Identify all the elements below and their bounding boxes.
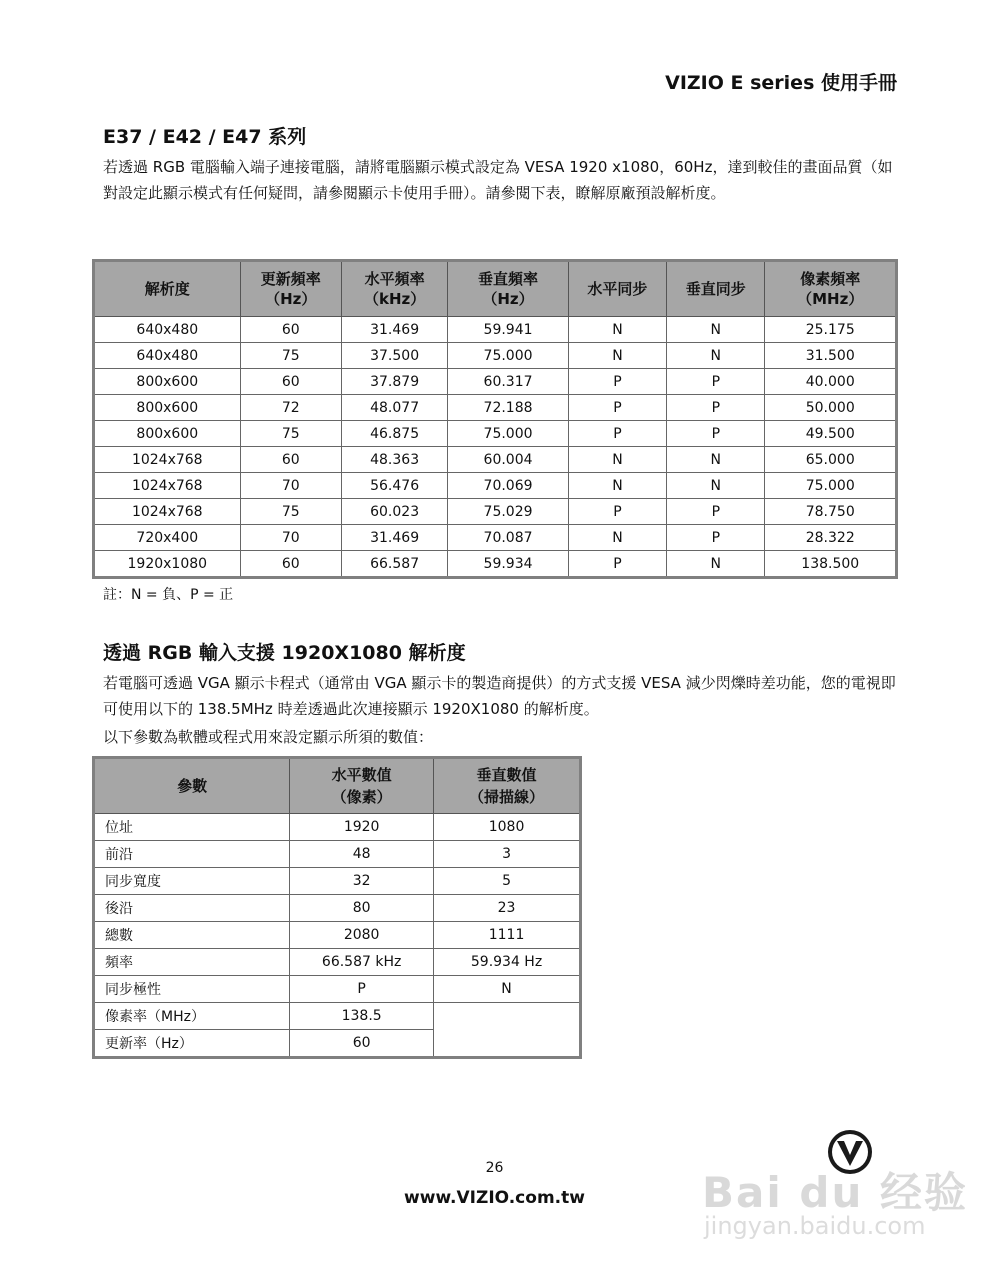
cell: 78.750 bbox=[765, 499, 897, 525]
cell: 75 bbox=[240, 499, 341, 525]
cell: 59.934 Hz bbox=[434, 949, 581, 976]
cell: 5 bbox=[434, 868, 581, 895]
parameters-table-header bbox=[94, 758, 581, 814]
cell: 75.000 bbox=[765, 473, 897, 499]
resolution-table-header bbox=[94, 261, 897, 317]
cell: N bbox=[667, 551, 765, 578]
cell: 75.000 bbox=[448, 343, 568, 369]
cell: 65.000 bbox=[765, 447, 897, 473]
cell: 23 bbox=[434, 895, 581, 922]
cell: 800x600 bbox=[94, 395, 241, 421]
cell: 75.029 bbox=[448, 499, 568, 525]
header-cell bbox=[341, 261, 447, 317]
cell: 49.500 bbox=[765, 421, 897, 447]
cell: 70.087 bbox=[448, 525, 568, 551]
cell: N bbox=[568, 317, 666, 343]
cell: 720x400 bbox=[94, 525, 241, 551]
cell: P bbox=[667, 421, 765, 447]
cell: 48.363 bbox=[341, 447, 447, 473]
cell: 72 bbox=[240, 395, 341, 421]
cell: 31.469 bbox=[341, 525, 447, 551]
cell: 72.188 bbox=[448, 395, 568, 421]
header-cell bbox=[240, 261, 341, 317]
cell: 50.000 bbox=[765, 395, 897, 421]
header-line: 垂直數值 bbox=[476, 766, 537, 784]
baidu-watermark-url: jingyan.baidu.com bbox=[704, 1212, 926, 1240]
header-cell bbox=[434, 758, 581, 814]
parameter-name: 前沿 bbox=[94, 841, 290, 868]
cell: 60 bbox=[240, 447, 341, 473]
cell: 48.077 bbox=[341, 395, 447, 421]
header-line: 更新頻率 bbox=[260, 270, 321, 288]
table-row bbox=[94, 814, 581, 841]
resolution-table bbox=[92, 259, 898, 579]
cell: 66.587 bbox=[341, 551, 447, 578]
header-line: 像素頻率 bbox=[800, 270, 861, 288]
cell: N bbox=[667, 473, 765, 499]
cell: 1024x768 bbox=[94, 473, 241, 499]
cell: 800x600 bbox=[94, 421, 241, 447]
cell: 1111 bbox=[434, 922, 581, 949]
table-row bbox=[94, 868, 581, 895]
header-cell: 參數 bbox=[94, 758, 290, 814]
cell: 70 bbox=[240, 525, 341, 551]
table-row bbox=[94, 525, 897, 551]
header-unit: （kHz） bbox=[363, 290, 426, 308]
cell: 59.941 bbox=[448, 317, 568, 343]
baidu-watermark: Bai du 经验 bbox=[702, 1168, 968, 1217]
cell: 80 bbox=[290, 895, 434, 922]
cell: N bbox=[434, 976, 581, 1003]
cell: P bbox=[568, 395, 666, 421]
table-row bbox=[94, 841, 581, 868]
cell: 1920 bbox=[290, 814, 434, 841]
cell: 31.469 bbox=[341, 317, 447, 343]
cell: 75 bbox=[240, 343, 341, 369]
cell: 60.317 bbox=[448, 369, 568, 395]
header-unit: （Hz） bbox=[482, 290, 534, 308]
cell: P bbox=[568, 499, 666, 525]
table-row bbox=[94, 499, 897, 525]
parameter-name: 頻率 bbox=[94, 949, 290, 976]
cell: 640x480 bbox=[94, 343, 241, 369]
cell: 28.322 bbox=[765, 525, 897, 551]
cell: N bbox=[667, 317, 765, 343]
cell: 25.175 bbox=[765, 317, 897, 343]
cell: 75 bbox=[240, 421, 341, 447]
cell: 1024x768 bbox=[94, 447, 241, 473]
cell: 40.000 bbox=[765, 369, 897, 395]
cell: 46.875 bbox=[341, 421, 447, 447]
parameter-name: 更新率（Hz） bbox=[94, 1030, 290, 1058]
cell: 800x600 bbox=[94, 369, 241, 395]
parameter-name: 同步寬度 bbox=[94, 868, 290, 895]
polarity-note: 註：N = 負、P = 正 bbox=[103, 587, 234, 603]
cell: N bbox=[667, 447, 765, 473]
cell: P bbox=[568, 551, 666, 578]
cell: 60.004 bbox=[448, 447, 568, 473]
header-unit: （MHz） bbox=[797, 290, 864, 308]
header-cell bbox=[448, 261, 568, 317]
table-row bbox=[94, 895, 581, 922]
timing-parameters-table bbox=[92, 756, 582, 1059]
cell: 1080 bbox=[434, 814, 581, 841]
table-row bbox=[94, 343, 897, 369]
vesa-paragraph: 若電腦可透過 VGA 顯示卡程式（通常由 VGA 顯示卡的製造商提供）的方式支援 VESA 減少閃爍時差功能，您的電視即可使用以下的 138.5MHz 時差透過此次連接顯示 1920X1080 的解析度。 bbox=[103, 674, 896, 718]
parameter-name: 同步極性 bbox=[94, 976, 290, 1003]
cell: 66.587 kHz bbox=[290, 949, 434, 976]
cell: 60 bbox=[290, 1030, 434, 1058]
parameters-intro: 以下參數為軟體或程式用來設定顯示所須的數值： bbox=[103, 728, 434, 746]
header-cell: 水平同步 bbox=[568, 261, 666, 317]
cell: N bbox=[568, 473, 666, 499]
header-unit: （像素） bbox=[331, 788, 392, 806]
cell: 60.023 bbox=[341, 499, 447, 525]
cell: N bbox=[568, 343, 666, 369]
cell: 37.500 bbox=[341, 343, 447, 369]
cell: N bbox=[568, 525, 666, 551]
header-line: 水平數值 bbox=[331, 766, 392, 784]
table-row bbox=[94, 395, 897, 421]
cell: 1920x1080 bbox=[94, 551, 241, 578]
cell: 640x480 bbox=[94, 317, 241, 343]
header-cell: 垂直同步 bbox=[667, 261, 765, 317]
cell: P bbox=[667, 525, 765, 551]
table-row bbox=[94, 1003, 581, 1030]
manual-header-title: VIZIO E series 使用手冊 bbox=[665, 72, 897, 94]
header-cell: 解析度 bbox=[94, 261, 241, 317]
header-line: 水平頻率 bbox=[364, 270, 425, 288]
table-row bbox=[94, 317, 897, 343]
cell: 138.500 bbox=[765, 551, 897, 578]
cell: 138.5 bbox=[290, 1003, 434, 1030]
cell: 1024x768 bbox=[94, 499, 241, 525]
cell: P bbox=[667, 499, 765, 525]
cell: 75.000 bbox=[448, 421, 568, 447]
header-unit: （掃描線） bbox=[469, 788, 545, 806]
table-row bbox=[94, 976, 581, 1003]
cell: 59.934 bbox=[448, 551, 568, 578]
parameter-name: 像素率（MHz） bbox=[94, 1003, 290, 1030]
cell: 60 bbox=[240, 317, 341, 343]
table-row bbox=[94, 369, 897, 395]
table-row bbox=[94, 949, 581, 976]
cell: 31.500 bbox=[765, 343, 897, 369]
rgb-intro-paragraph: 若透過 RGB 電腦輸入端子連接電腦，請將電腦顯示模式設定為 VESA 1920 x1080，60Hz，達到較佳的畫面品質（如對設定此顯示模式有任何疑問，請參閱顯示卡使用手冊）。請參閱下表，瞭解原廠預設解析度。 bbox=[103, 158, 893, 202]
cell: 3 bbox=[434, 841, 581, 868]
cell: 70.069 bbox=[448, 473, 568, 499]
header-cell bbox=[765, 261, 897, 317]
cell: 56.476 bbox=[341, 473, 447, 499]
table-row bbox=[94, 922, 581, 949]
cell: 48 bbox=[290, 841, 434, 868]
cell: 2080 bbox=[290, 922, 434, 949]
cell: 60 bbox=[240, 369, 341, 395]
header-unit: （Hz） bbox=[265, 290, 317, 308]
header-line: 垂直頻率 bbox=[478, 270, 539, 288]
cell: 32 bbox=[290, 868, 434, 895]
rgb-1920-heading: 透過 RGB 輸入支援 1920X1080 解析度 bbox=[103, 642, 466, 664]
table-row bbox=[94, 447, 897, 473]
cell: N bbox=[667, 343, 765, 369]
table-row bbox=[94, 473, 897, 499]
series-heading: E37 / E42 / E47 系列 bbox=[103, 126, 307, 148]
empty-merged-cell bbox=[434, 1003, 581, 1058]
cell: 37.879 bbox=[341, 369, 447, 395]
table-row bbox=[94, 551, 897, 578]
parameter-name: 後沿 bbox=[94, 895, 290, 922]
cell: 60 bbox=[240, 551, 341, 578]
cell: N bbox=[568, 447, 666, 473]
parameter-name: 位址 bbox=[94, 814, 290, 841]
cell: 70 bbox=[240, 473, 341, 499]
table-row bbox=[94, 421, 897, 447]
page-number: 26 bbox=[485, 1160, 504, 1176]
footer-url: www.VIZIO.com.tw bbox=[404, 1188, 585, 1208]
header-cell bbox=[290, 758, 434, 814]
cell: P bbox=[667, 395, 765, 421]
cell: P bbox=[290, 976, 434, 1003]
cell: P bbox=[568, 369, 666, 395]
cell: P bbox=[568, 421, 666, 447]
cell: P bbox=[667, 369, 765, 395]
parameter-name: 總數 bbox=[94, 922, 290, 949]
